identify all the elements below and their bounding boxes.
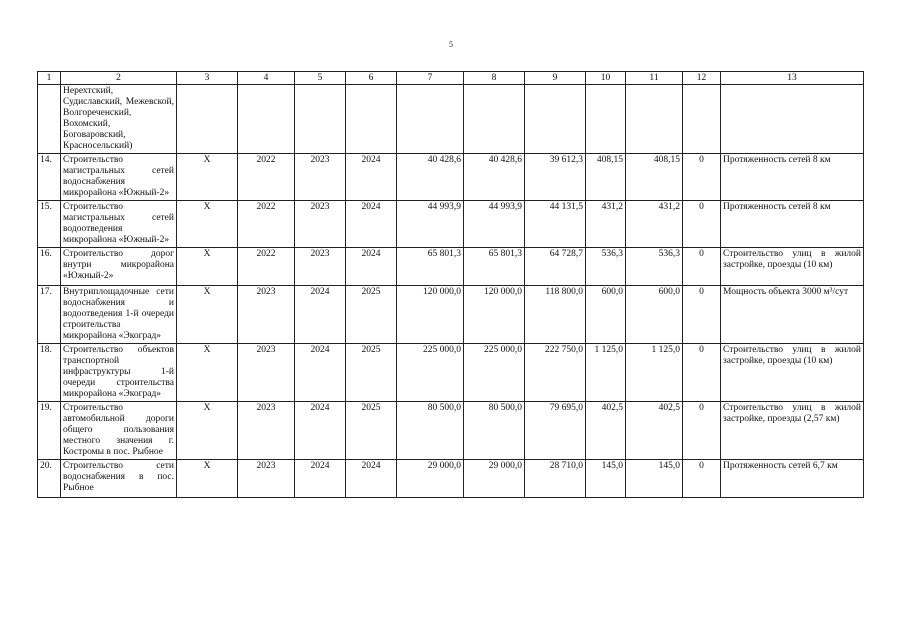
- table-cell: 1 125,0: [586, 344, 626, 402]
- table-cell: Строительство улиц в жилой застройке, проезды (2,57 км): [721, 402, 864, 460]
- object-name-cell: Строительство автомобильной дороги общего пользования местного значения г. Костромы в пос. Рыбное: [61, 402, 177, 460]
- table-cell: [177, 85, 238, 154]
- table-cell: Х: [177, 460, 238, 498]
- table-cell: 600,0: [586, 286, 626, 344]
- table-body: [38, 85, 864, 498]
- table-cell: [346, 85, 397, 154]
- column-header: 13: [721, 72, 864, 85]
- table-cell: 79 695,0: [525, 402, 586, 460]
- table-cell: [586, 85, 626, 154]
- column-header: 11: [626, 72, 683, 85]
- table-cell: 536,3: [626, 248, 683, 286]
- table-cell: 2023: [238, 286, 295, 344]
- investment-table: [37, 71, 864, 498]
- column-header: 4: [238, 72, 295, 85]
- table-cell: 2024: [346, 460, 397, 498]
- table-cell: 2025: [346, 286, 397, 344]
- row-number-cell: 16.: [38, 248, 61, 286]
- table-cell: 64 728,7: [525, 248, 586, 286]
- row-number-cell: 17.: [38, 286, 61, 344]
- table-cell: Х: [177, 154, 238, 201]
- table-cell: 2022: [238, 248, 295, 286]
- table-row: [38, 154, 864, 201]
- row-number-cell: 14.: [38, 154, 61, 201]
- table-cell: 120 000,0: [464, 286, 525, 344]
- table-cell: 2024: [346, 201, 397, 248]
- table-cell: 2023: [238, 344, 295, 402]
- table-cell: 408,15: [586, 154, 626, 201]
- table-cell: 2023: [238, 460, 295, 498]
- table-cell: 0: [683, 344, 721, 402]
- object-name-cell: Внутриплощадочные сети водоснабжения и водоотведения 1-й очереди строительства микрорайона «Экоград»: [61, 286, 177, 344]
- table-row: [38, 201, 864, 248]
- table-cell: 39 612,3: [525, 154, 586, 201]
- table-cell: 2023: [295, 201, 346, 248]
- column-header: 3: [177, 72, 238, 85]
- table-cell: 0: [683, 248, 721, 286]
- table-cell: Строительство улиц в жилой застройке, проезды (10 км): [721, 344, 864, 402]
- table-cell: 2024: [346, 154, 397, 201]
- table-cell: 2024: [295, 402, 346, 460]
- table-row: [38, 460, 864, 498]
- table-cell: 65 801,3: [397, 248, 464, 286]
- table-cell: Х: [177, 286, 238, 344]
- table-cell: 29 000,0: [397, 460, 464, 498]
- table-cell: 2023: [295, 248, 346, 286]
- column-header: 7: [397, 72, 464, 85]
- row-number-cell: [38, 85, 61, 154]
- table-cell: 2024: [295, 344, 346, 402]
- row-number-cell: 18.: [38, 344, 61, 402]
- table-cell: Протяженность сетей 6,7 км: [721, 460, 864, 498]
- table-cell: [721, 85, 864, 154]
- table-row: [38, 85, 864, 154]
- table-cell: 29 000,0: [464, 460, 525, 498]
- column-header: 9: [525, 72, 586, 85]
- object-name-cell: Строительство магистральных сетей водоотведения микрорайона «Южный-2»: [61, 201, 177, 248]
- table-cell: 145,0: [626, 460, 683, 498]
- table-cell: 402,5: [586, 402, 626, 460]
- table-header-row: [38, 72, 864, 85]
- table-cell: 0: [683, 286, 721, 344]
- table-cell: 80 500,0: [464, 402, 525, 460]
- object-name-cell: Строительство магистральных сетей водоснабжения микрорайона «Южный-2»: [61, 154, 177, 201]
- table-cell: 2023: [295, 154, 346, 201]
- object-name-cell: Строительство дорог внутри микрорайона «Южный-2»: [61, 248, 177, 286]
- table-cell: 600,0: [626, 286, 683, 344]
- table-cell: 65 801,3: [464, 248, 525, 286]
- table-cell: 28 710,0: [525, 460, 586, 498]
- column-header: 1: [38, 72, 61, 85]
- page-number: 5: [449, 40, 453, 49]
- table-row: [38, 248, 864, 286]
- table-cell: [397, 85, 464, 154]
- table-row: [38, 402, 864, 460]
- table-cell: 402,5: [626, 402, 683, 460]
- table-cell: 2022: [238, 201, 295, 248]
- table-cell: Х: [177, 344, 238, 402]
- table-cell: 0: [683, 460, 721, 498]
- table-cell: 44 993,9: [397, 201, 464, 248]
- column-header: 6: [346, 72, 397, 85]
- table-cell: [295, 85, 346, 154]
- table-cell: 2025: [346, 344, 397, 402]
- table-cell: 2022: [238, 154, 295, 201]
- table-row: [38, 344, 864, 402]
- table-cell: Строительство улиц в жилой застройке, проезды (10 км): [721, 248, 864, 286]
- table-cell: 118 800,0: [525, 286, 586, 344]
- table-cell: [683, 85, 721, 154]
- table-cell: [238, 85, 295, 154]
- table-cell: 1 125,0: [626, 344, 683, 402]
- table-cell: 80 500,0: [397, 402, 464, 460]
- table-cell: 40 428,6: [397, 154, 464, 201]
- table-cell: [525, 85, 586, 154]
- object-name-cell: Нерехтский, Судиславский, Межевской, Волгореченский, Вохомский, Боговаровский, Красносельский): [61, 85, 177, 154]
- table-cell: 0: [683, 154, 721, 201]
- row-number-cell: 15.: [38, 201, 61, 248]
- table-row: [38, 286, 864, 344]
- table-cell: 2024: [295, 460, 346, 498]
- table-cell: 44 993,9: [464, 201, 525, 248]
- table-cell: 2023: [238, 402, 295, 460]
- table-cell: 0: [683, 402, 721, 460]
- table-cell: Мощность объекта 3000 м³/сут: [721, 286, 864, 344]
- column-header: 2: [61, 72, 177, 85]
- row-number-cell: 20.: [38, 460, 61, 498]
- column-header: 10: [586, 72, 626, 85]
- table-cell: [464, 85, 525, 154]
- table-cell: Х: [177, 201, 238, 248]
- table-cell: 145,0: [586, 460, 626, 498]
- table-cell: Х: [177, 402, 238, 460]
- table-cell: 2024: [295, 286, 346, 344]
- column-header: 8: [464, 72, 525, 85]
- column-header: 12: [683, 72, 721, 85]
- table-cell: 2024: [346, 248, 397, 286]
- table-cell: 225 000,0: [397, 344, 464, 402]
- table-cell: 40 428,6: [464, 154, 525, 201]
- table-cell: 2025: [346, 402, 397, 460]
- table-cell: 536,3: [586, 248, 626, 286]
- object-name-cell: Строительство объектов транспортной инфраструктуры 1-й очереди строительства микрорайона «Экоград»: [61, 344, 177, 402]
- column-header: 5: [295, 72, 346, 85]
- row-number-cell: 19.: [38, 402, 61, 460]
- table-cell: Протяженность сетей 8 км: [721, 154, 864, 201]
- table-cell: 431,2: [626, 201, 683, 248]
- table-cell: 44 131,5: [525, 201, 586, 248]
- table-cell: 222 750,0: [525, 344, 586, 402]
- table-cell: [626, 85, 683, 154]
- table-cell: 408,15: [626, 154, 683, 201]
- table-cell: Протяженность сетей 8 км: [721, 201, 864, 248]
- table-cell: 0: [683, 201, 721, 248]
- table-cell: 431,2: [586, 201, 626, 248]
- table-cell: Х: [177, 248, 238, 286]
- table-cell: 225 000,0: [464, 344, 525, 402]
- object-name-cell: Строительство сети водоснабжения в пос. Рыбное: [61, 460, 177, 498]
- table-cell: 120 000,0: [397, 286, 464, 344]
